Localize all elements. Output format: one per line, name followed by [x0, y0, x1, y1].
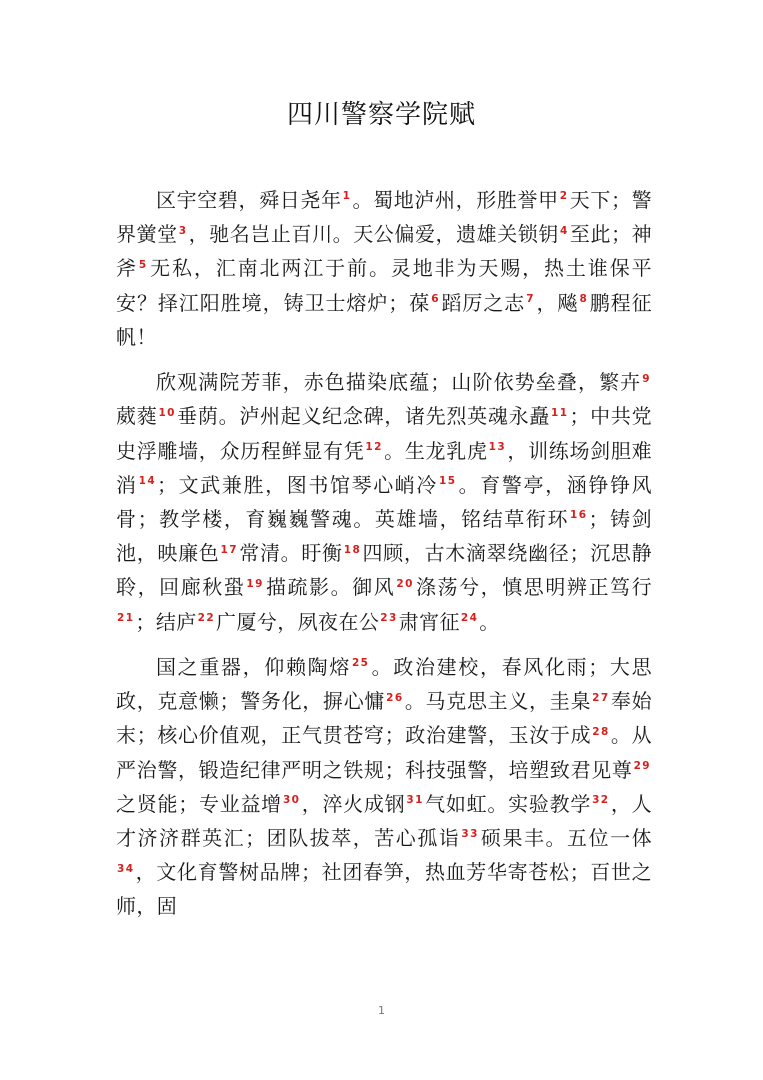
footnote-marker[interactable]: 29 [633, 759, 651, 772]
text-segment: 奉始末；核心价值观，正气贯苍穹；政治建警，玉汝于成 [116, 689, 652, 748]
text-segment: 涤荡兮，慎思明辨正笃行 [414, 575, 653, 600]
footnote-marker[interactable]: 20 [396, 577, 414, 590]
text-segment: 垂荫。泸州起义纪念碑，诸先烈英魂永矗 [176, 404, 551, 429]
footnote-marker[interactable]: 11 [551, 406, 569, 419]
text-segment: 硕果丰。五位一体 [479, 826, 653, 851]
text-segment: 。育警亭，涵铮铮风骨；教学楼，育巍巍警魂。英雄墙，铭结草衔环 [116, 472, 653, 532]
text-segment: 四顾，古木滴翠绕幽径；沉思静聆，回廊秋蛩 [116, 541, 652, 600]
footnote-marker[interactable]: 3 [178, 224, 188, 237]
text-segment: 描疏影。御风 [264, 575, 396, 600]
document-body [116, 183, 652, 935]
footnote-marker[interactable]: 24 [460, 611, 479, 624]
footnote-marker[interactable]: 7 [526, 292, 535, 305]
footnote-marker[interactable]: 33 [461, 828, 479, 841]
text-segment: ；结庐 [135, 609, 197, 634]
text-segment: 欣观满院芳菲，赤色描染底蕴；山阶依势垒叠，繁卉 [156, 370, 642, 395]
paragraph [116, 183, 652, 354]
footnote-marker[interactable]: 31 [406, 794, 424, 807]
text-segment: ，人才济济群英汇；团队拔萃，苦心孤诣 [116, 791, 652, 851]
footnote-marker[interactable]: 26 [386, 691, 404, 704]
footnote-marker[interactable]: 27 [592, 691, 610, 704]
document-title: 四川警察学院赋 [286, 100, 476, 130]
footnote-marker[interactable]: 23 [380, 611, 398, 624]
footnote-marker[interactable]: 34 [117, 862, 135, 875]
text-segment: 。生龙乳虎 [383, 438, 488, 463]
text-segment: 区宇空碧，舜日尧年 [156, 188, 342, 212]
text-segment: ，飚 [535, 290, 579, 315]
footnote-marker[interactable]: 10 [158, 406, 176, 419]
text-segment: 之贤能；专业益增 [116, 791, 282, 816]
text-segment: ，淬火成钢 [301, 791, 406, 816]
footnote-marker[interactable]: 8 [579, 292, 589, 305]
text-segment: 至此；神斧 [116, 222, 653, 281]
footnote-marker[interactable]: 18 [343, 543, 362, 556]
text-segment: 广厦兮，夙夜在公 [216, 609, 380, 634]
text-segment: 常清。盱衡 [238, 541, 343, 566]
text-segment: 国之重器，仰赖陶熔 [156, 655, 351, 680]
footnote-marker[interactable]: 21 [117, 611, 135, 624]
footnote-marker[interactable]: 19 [246, 577, 264, 590]
footnote-marker[interactable]: 22 [197, 611, 216, 624]
text-segment: 。马克思主义，圭臬 [404, 689, 592, 714]
footnote-marker[interactable]: 30 [282, 794, 301, 807]
footnote-marker[interactable]: 9 [642, 372, 651, 385]
text-segment: 。从严治警，锻造纪律严明之铁规；科技强警，培塑致君见尊 [116, 723, 652, 782]
footnote-marker[interactable]: 17 [220, 543, 238, 556]
footnote-marker[interactable]: 16 [570, 509, 588, 522]
text-segment: ；铸剑池，映廉色 [116, 507, 652, 566]
footnote-marker[interactable]: 32 [592, 794, 610, 807]
text-segment: 鹏程征帆！ [116, 290, 652, 349]
footnote-marker[interactable]: 5 [138, 258, 148, 271]
footnote-marker[interactable]: 4 [559, 224, 569, 237]
text-segment: ，文化育警树品牌；社团春笋，热血芳华寄苍松；百世之师，固 [116, 860, 652, 919]
paragraph [116, 650, 652, 924]
footnote-marker[interactable]: 14 [138, 475, 157, 488]
text-segment: 气如虹。实验教学 [424, 791, 592, 816]
footnote-marker[interactable]: 13 [488, 440, 507, 453]
page-number: 1 [378, 1004, 385, 1017]
paragraph [116, 365, 652, 639]
footnote-marker[interactable]: 12 [365, 440, 383, 453]
text-segment: 肃宵征 [398, 609, 460, 634]
footnote-marker[interactable]: 1 [342, 190, 352, 203]
footnote-marker[interactable]: 28 [592, 725, 610, 738]
text-segment: 葳蕤 [116, 404, 158, 429]
text-segment: ；文武兼胜，图书馆琴心峭冷 [157, 472, 439, 497]
footnote-marker[interactable]: 25 [351, 657, 370, 670]
text-segment: ，训练场剑胆难消 [116, 438, 652, 497]
text-segment: ，驰名岂止百川。天公偏爱，遗雄关锁钥 [188, 222, 559, 247]
text-segment: 。政治建校，春风化雨；大思政，克意懒；警务化，摒心慵 [116, 655, 652, 714]
footnote-marker[interactable]: 2 [559, 190, 569, 203]
text-segment: ；中共党史浮雕墙，众历程鲜显有凭 [116, 404, 652, 463]
text-segment: 。蜀地泸州，形胜誉甲 [352, 188, 559, 212]
text-segment: 蹈厉之志 [440, 290, 526, 315]
text-segment: 天下；警界黉堂 [116, 188, 652, 247]
footnote-marker[interactable]: 6 [431, 292, 440, 305]
text-segment: 无私，汇南北两江于前。灵地非为天赐，热土谁保平安？择江阳胜境，铸卫士熔炉；葆 [116, 256, 652, 315]
text-segment: 。 [479, 609, 500, 634]
footnote-marker[interactable]: 15 [439, 475, 457, 488]
